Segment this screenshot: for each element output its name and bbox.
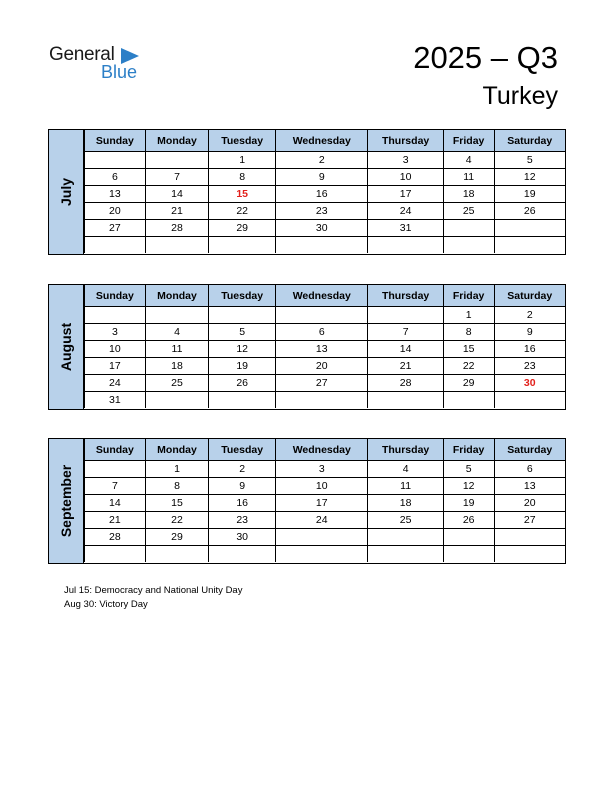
weekday-header: Monday [145,439,208,461]
day-cell [85,461,146,478]
day-cell: 22 [145,512,208,529]
day-cell: 12 [209,341,276,358]
day-cell [494,529,565,546]
day-cell: 16 [494,341,565,358]
week-row [85,220,566,237]
weekday-header: Tuesday [209,439,276,461]
day-cell [85,307,146,324]
day-cell: 17 [368,186,443,203]
day-cell: 19 [209,358,276,375]
page-title: 2025 – Q3 [413,40,558,75]
day-cell: 24 [276,512,368,529]
day-cell: 2 [209,461,276,478]
weekday-header: Saturday [494,439,565,461]
day-cell: 25 [145,375,208,392]
day-cell [209,237,276,254]
day-cell: 13 [494,478,565,495]
day-cell [368,237,443,254]
weekday-header: Thursday [368,439,443,461]
day-cell: 28 [368,375,443,392]
weekday-header: Saturday [494,130,565,152]
weekday-header: Wednesday [276,130,368,152]
day-cell: 4 [368,461,443,478]
weekday-header: Tuesday [209,130,276,152]
day-cell: 16 [276,186,368,203]
day-cell: 22 [209,203,276,220]
day-cell: 2 [276,152,368,169]
day-cell: 9 [276,169,368,186]
month-calendar [48,129,566,255]
day-cell [276,546,368,563]
day-cell: 27 [494,512,565,529]
month-calendar [48,438,566,564]
day-cell [85,237,146,254]
day-cell: 26 [209,375,276,392]
weekday-header: Monday [145,285,208,307]
day-cell [494,392,565,409]
day-cell [276,237,368,254]
day-cell: 8 [145,478,208,495]
day-cell [443,529,494,546]
day-cell: 11 [443,169,494,186]
day-cell: 8 [443,324,494,341]
week-row [85,186,566,203]
month-label-bar [49,130,84,254]
day-cell: 9 [209,478,276,495]
day-cell: 20 [85,203,146,220]
day-cell: 2 [494,307,565,324]
day-cell: 23 [209,512,276,529]
day-cell [368,529,443,546]
week-row [85,341,566,358]
week-row [85,358,566,375]
week-row [85,169,566,186]
weekday-header: Sunday [85,285,146,307]
day-cell [368,392,443,409]
day-cell: 3 [276,461,368,478]
day-cell: 6 [85,169,146,186]
month-name: September [58,464,74,538]
day-cell: 17 [85,358,146,375]
day-cell: 18 [443,186,494,203]
month-grid [84,130,565,253]
day-cell: 21 [145,203,208,220]
day-cell: 31 [85,392,146,409]
week-row [85,375,566,392]
day-cell [145,307,208,324]
day-cell: 24 [368,203,443,220]
day-cell: 25 [368,512,443,529]
day-cell: 14 [368,341,443,358]
logo-text-blue: Blue [101,62,138,82]
day-cell: 6 [494,461,565,478]
week-row [85,512,566,529]
day-cell [145,152,208,169]
day-cell: 19 [494,186,565,203]
day-cell: 14 [85,495,146,512]
month-label-bar [49,285,84,409]
week-row [85,392,566,409]
day-cell [368,307,443,324]
day-cell: 24 [85,375,146,392]
day-cell: 5 [209,324,276,341]
weekday-header: Friday [443,439,494,461]
day-cell: 4 [443,152,494,169]
day-cell: 3 [85,324,146,341]
holiday-note: Jul 15: Democracy and National Unity Day [64,585,243,596]
day-cell: 20 [494,495,565,512]
day-cell: 29 [209,220,276,237]
weekday-header: Sunday [85,439,146,461]
day-cell: 1 [443,307,494,324]
weekday-header: Monday [145,130,208,152]
day-cell: 15 [443,341,494,358]
week-row [85,461,566,478]
day-cell [494,546,565,563]
day-cell: 7 [85,478,146,495]
weekday-header: Friday [443,285,494,307]
month-grid [84,285,565,408]
day-cell: 30 [276,220,368,237]
day-cell: 16 [209,495,276,512]
day-cell: 8 [209,169,276,186]
month-calendar [48,284,566,410]
day-cell: 14 [145,186,208,203]
day-cell [209,546,276,563]
day-cell: 21 [85,512,146,529]
day-cell [209,307,276,324]
month-name: August [58,322,74,372]
day-cell [443,392,494,409]
country-name: Turkey [482,82,558,110]
week-row [85,546,566,563]
week-row [85,495,566,512]
day-cell: 4 [145,324,208,341]
day-cell [494,220,565,237]
week-row [85,324,566,341]
day-cell: 18 [145,358,208,375]
weekday-header: Friday [443,130,494,152]
day-cell: 12 [443,478,494,495]
day-cell: 12 [494,169,565,186]
weekday-header: Tuesday [209,285,276,307]
day-cell: 3 [368,152,443,169]
week-row [85,478,566,495]
logo-text-general: General [49,44,115,65]
day-cell [494,237,565,254]
day-cell [276,392,368,409]
day-cell: 22 [443,358,494,375]
day-cell: 5 [443,461,494,478]
day-cell [145,237,208,254]
day-cell: 29 [145,529,208,546]
day-cell: 5 [494,152,565,169]
day-cell: 9 [494,324,565,341]
day-cell: 13 [276,341,368,358]
day-cell: 11 [145,341,208,358]
day-cell: 28 [85,529,146,546]
day-cell [276,529,368,546]
day-cell: 27 [85,220,146,237]
day-cell [85,546,146,563]
day-cell: 6 [276,324,368,341]
day-cell: 23 [494,358,565,375]
weekday-header: Saturday [494,285,565,307]
logo [49,42,149,82]
day-cell: 29 [443,375,494,392]
week-row [85,152,566,169]
day-cell: 15 [209,186,276,203]
day-cell [145,546,208,563]
week-row [85,307,566,324]
day-cell [276,307,368,324]
day-cell: 7 [145,169,208,186]
day-cell: 20 [276,358,368,375]
day-cell: 18 [368,495,443,512]
day-cell: 1 [209,152,276,169]
day-cell: 30 [494,375,565,392]
day-cell [368,546,443,563]
week-row [85,203,566,220]
weekday-header: Wednesday [276,439,368,461]
day-cell [209,392,276,409]
holiday-notes [64,584,242,612]
day-cell: 13 [85,186,146,203]
day-cell [443,220,494,237]
day-cell: 10 [368,169,443,186]
weekday-header: Thursday [368,130,443,152]
day-cell: 10 [85,341,146,358]
day-cell [85,152,146,169]
week-row [85,529,566,546]
day-cell: 17 [276,495,368,512]
day-cell: 27 [276,375,368,392]
day-cell: 7 [368,324,443,341]
month-name: July [58,177,74,207]
month-grid [84,439,565,562]
day-cell: 10 [276,478,368,495]
day-cell [145,392,208,409]
day-cell: 15 [145,495,208,512]
day-cell: 31 [368,220,443,237]
day-cell: 26 [443,512,494,529]
holiday-note: Aug 30: Victory Day [64,599,148,610]
day-cell: 26 [494,203,565,220]
day-cell: 1 [145,461,208,478]
day-cell: 28 [145,220,208,237]
day-cell: 25 [443,203,494,220]
weekday-header: Wednesday [276,285,368,307]
month-label-bar [49,439,84,563]
day-cell: 23 [276,203,368,220]
week-row [85,237,566,254]
day-cell: 30 [209,529,276,546]
weekday-header: Sunday [85,130,146,152]
weekday-header: Thursday [368,285,443,307]
day-cell [443,546,494,563]
day-cell [443,237,494,254]
day-cell: 19 [443,495,494,512]
day-cell: 21 [368,358,443,375]
day-cell: 11 [368,478,443,495]
